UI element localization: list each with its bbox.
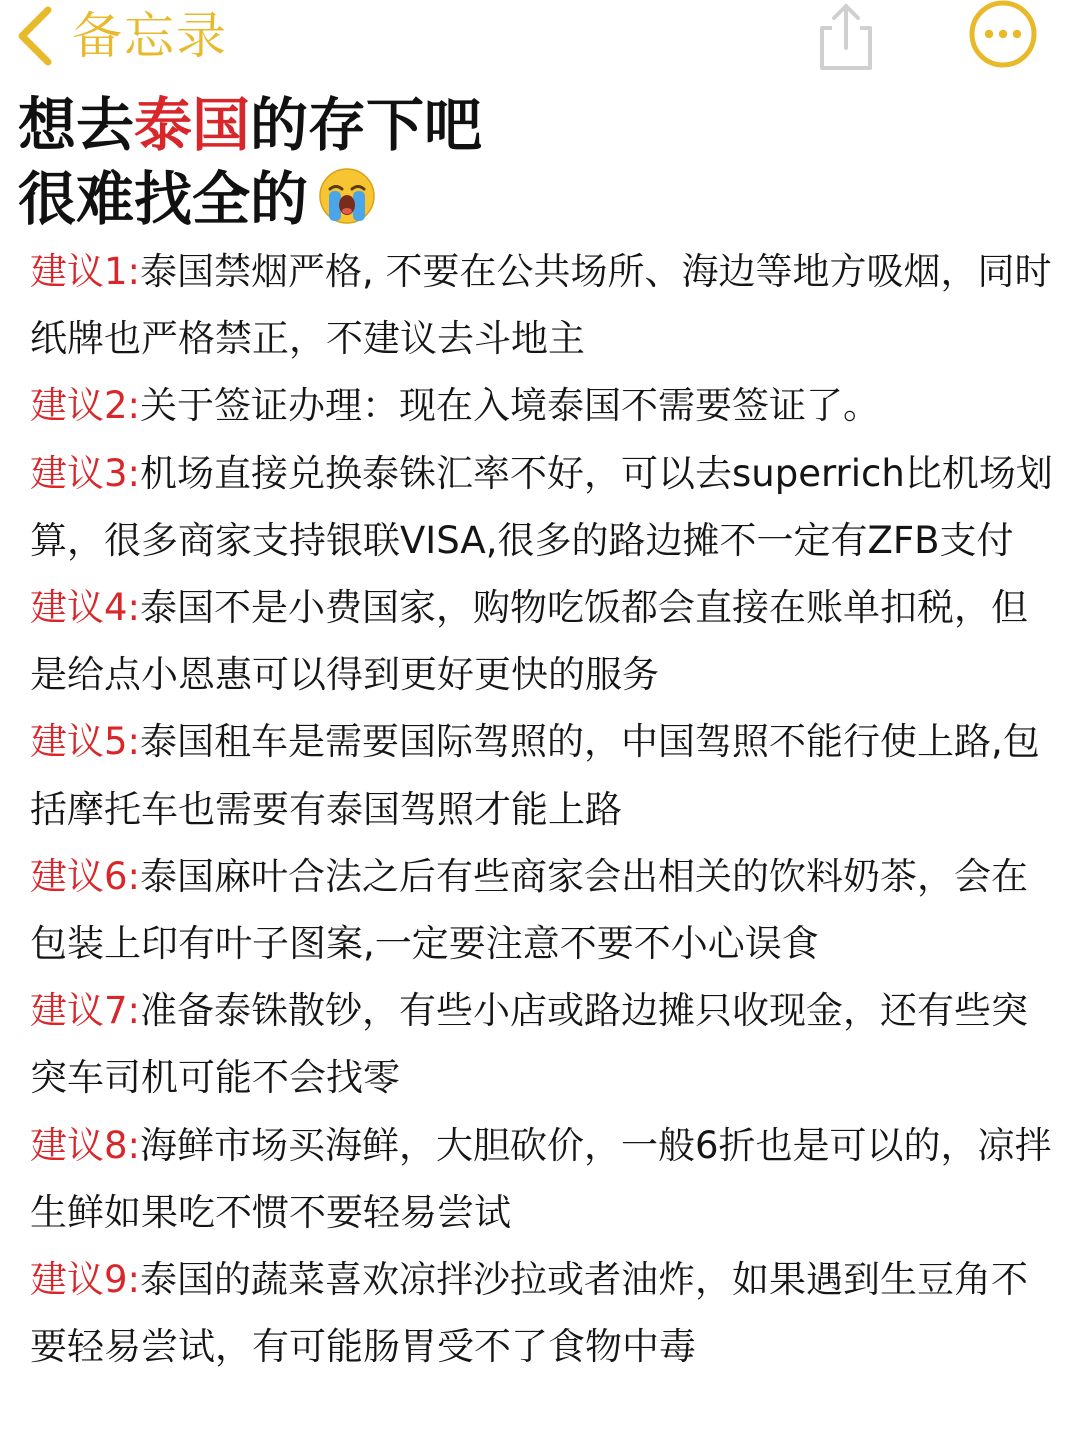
list-item: [30, 574, 1060, 708]
back-label: 备忘录: [72, 7, 228, 65]
tip-tag: 建议2:: [30, 384, 141, 428]
share-icon: [808, 0, 878, 72]
back-button[interactable]: [14, 4, 228, 68]
tip-text: 准备泰铢散钞，有些小店或路边摊只收现金，还有些突突车司机可能不会找零: [30, 989, 1029, 1100]
tip-tag: 建议6:: [30, 854, 141, 898]
list-item: [30, 843, 1060, 977]
tip-text: 泰国禁烟严格, 不要在公共场所、海边等地方吸烟，同时纸牌也严格禁正，不建议去斗地主: [30, 250, 1052, 361]
tip-tag: 建议3:: [30, 451, 141, 495]
tip-tag: 建议1:: [30, 250, 141, 293]
more-button[interactable]: [966, 0, 1040, 70]
list-item: [30, 977, 1060, 1111]
loudly-crying-face-icon: [318, 167, 376, 242]
tips-list: [30, 238, 1060, 1380]
share-button[interactable]: [808, 0, 878, 72]
tip-tag: 建议7:: [30, 989, 141, 1033]
tip-text: 泰国的蔬菜喜欢凉拌沙拉或者油炸，如果遇到生豆角不要轻易尝试，有可能肠胃受不了食物中毒: [30, 1258, 1029, 1369]
tip-text: 泰国不是小费国家，购物吃饭都会直接在账单扣税，但是给点小恩惠可以得到更好更快的服务: [30, 586, 1029, 697]
list-item: [30, 1246, 1060, 1380]
list-item: [30, 238, 1060, 372]
list-item: [30, 372, 1060, 439]
title-line1: 想去泰国的存下吧: [18, 91, 483, 159]
list-item: [30, 440, 1060, 574]
tip-text: 海鲜市场买海鲜，大胆砍价，一般6折也是可以的，凉拌生鲜如果吃不惯不要轻易尝试: [30, 1123, 1052, 1234]
title-highlight: 泰国: [134, 91, 251, 159]
tip-tag: 建议8:: [30, 1123, 141, 1167]
tip-text: 机场直接兑换泰铢汇率不好，可以去superrich比机场划算，很多商家支持银联VISA,很多的路边摊不一定有ZFB支付: [30, 451, 1053, 562]
tip-tag: 建议4:: [30, 586, 141, 630]
tip-text: 关于签证办理：现在入境泰国不需要签证了。: [140, 384, 881, 428]
tip-text: 泰国租车是需要国际驾照的，中国驾照不能行使上路,包括摩托车也需要有泰国驾照才能上路: [30, 720, 1040, 831]
list-item: [30, 1112, 1060, 1246]
tip-tag: 建议5:: [30, 720, 141, 764]
note-title: [18, 88, 482, 242]
tip-tag: 建议9:: [30, 1258, 141, 1302]
chevron-left-icon: [14, 5, 54, 67]
list-item: [30, 708, 1060, 842]
tip-text: 泰国麻叶合法之后有些商家会出相关的饮料奶茶，会在包装上印有叶子图案,一定要注意不要不小心误食: [30, 854, 1029, 966]
more-icon: [966, 0, 1040, 70]
title-line2: 很难找全的: [18, 165, 309, 233]
navigation-bar: [0, 0, 1080, 78]
